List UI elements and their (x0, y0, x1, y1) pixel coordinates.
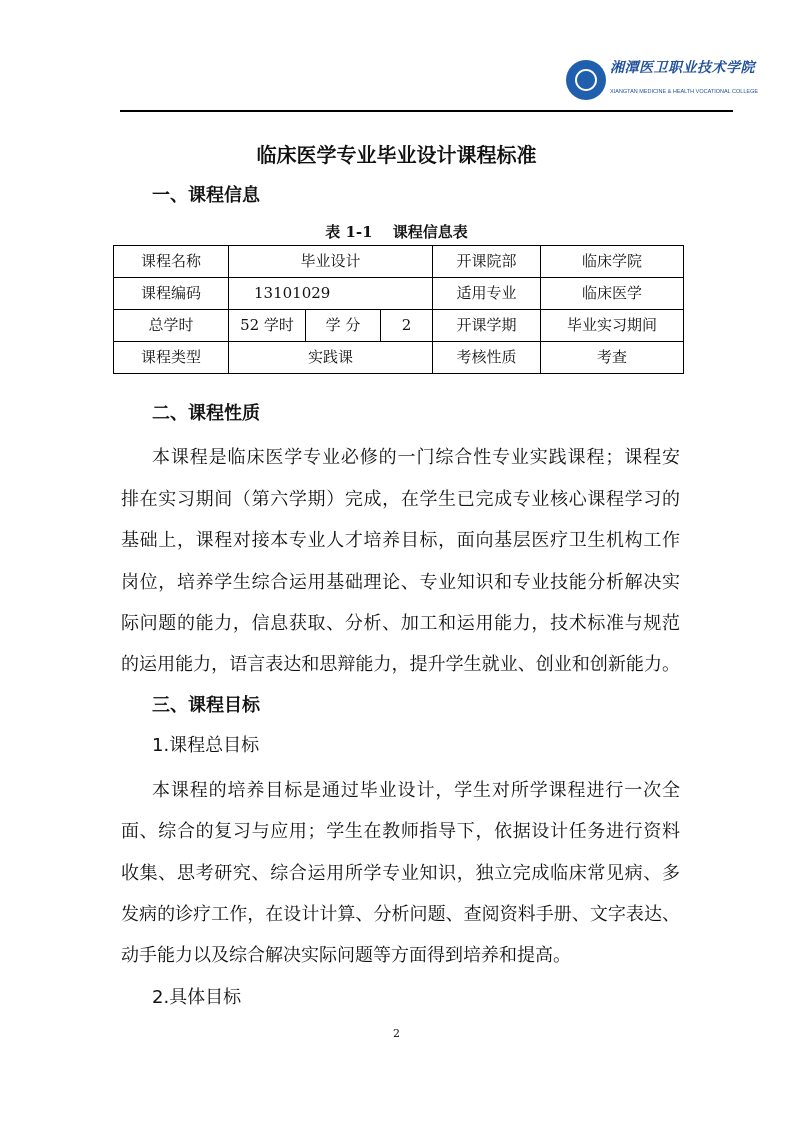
paragraph-line: 的运用能力，语言表达和思辩能力，提升学生就业、创业和创新能力。 (121, 654, 680, 675)
paragraph-line: 基础上，课程对接本专业人才培养目标，面向基层医疗卫生机构工作 (121, 530, 680, 551)
section-heading-objectives: 三、课程目标 (152, 695, 260, 716)
document-title: 临床医学专业毕业设计课程标准 (256, 143, 537, 167)
cell-label: 课程编码 (114, 278, 229, 310)
cell-label: 适用专业 (433, 278, 541, 310)
cell-label: 考核性质 (433, 342, 541, 374)
cell-label: 总学时 (114, 310, 229, 342)
paragraph-line: 发病的诊疗工作，在设计计算、分析问题、查阅资料手册、文字表达、 (121, 904, 680, 925)
cell-value: 临床医学 (541, 278, 684, 310)
school-name-en: XIANGTAN MEDICINE & HEALTH VOCATIONAL COLLEGE (610, 89, 759, 95)
paragraph-line: 收集、思考研究、综合运用所学专业知识，独立完成临床常见病、多 (121, 863, 680, 884)
cell-label: 课程名称 (114, 246, 229, 278)
paragraph-line: 面、综合的复习与应用；学生在教师指导下，依据设计任务进行资料 (121, 821, 680, 842)
cell-value: 考查 (541, 342, 684, 374)
paragraph-line: 动手能力以及综合解决实际问题等方面得到培养和提高。 (121, 945, 571, 966)
cell-value: 13101029 (229, 278, 433, 310)
header-rule (120, 110, 733, 112)
cell-value: 实践课 (229, 342, 433, 374)
cell-value: 2 (381, 310, 433, 342)
cell-label: 开课院部 (433, 246, 541, 278)
subheading-specific-goals: 2.具体目标 (152, 987, 242, 1008)
school-name: 湘潭医卫职业技术学院 (610, 60, 755, 76)
paragraph-line: 本课程是临床医学专业必修的一门综合性专业实践课程；课程安 (152, 447, 680, 468)
table-row (114, 310, 684, 342)
cell-value: 毕业实习期间 (541, 310, 684, 342)
cell-label: 开课学期 (433, 310, 541, 342)
paragraph-line: 排在实习期间（第六学期）完成，在学生已完成专业核心课程学习的 (121, 489, 680, 510)
table-row (114, 246, 684, 278)
paragraph-line: 本课程的培养目标是通过毕业设计，学生对所学课程进行一次全 (152, 780, 680, 801)
school-logo (566, 58, 759, 104)
section-heading-info: 一、课程信息 (152, 185, 260, 206)
cell-value: 52 学时 (229, 310, 306, 342)
table-row (114, 342, 684, 374)
school-emblem-icon (566, 60, 606, 100)
cell-value: 临床学院 (541, 246, 684, 278)
section-heading-nature: 二、课程性质 (152, 403, 260, 424)
cell-label: 学 分 (306, 310, 381, 342)
paragraph-line: 岗位，培养学生综合运用基础理论、专业知识和专业技能分析解决实 (121, 572, 680, 593)
page-number: 2 (393, 1027, 400, 1040)
subheading-overall-goal: 1.课程总目标 (152, 735, 260, 756)
cell-value: 毕业设计 (229, 246, 433, 278)
cell-label: 课程类型 (114, 342, 229, 374)
table-row (114, 278, 684, 310)
table-caption: 表 1-1 课程信息表 (325, 223, 468, 241)
paragraph-line: 际问题的能力，信息获取、分析、加工和运用能力，技术标准与规范 (121, 613, 680, 634)
course-info-table (113, 245, 684, 374)
